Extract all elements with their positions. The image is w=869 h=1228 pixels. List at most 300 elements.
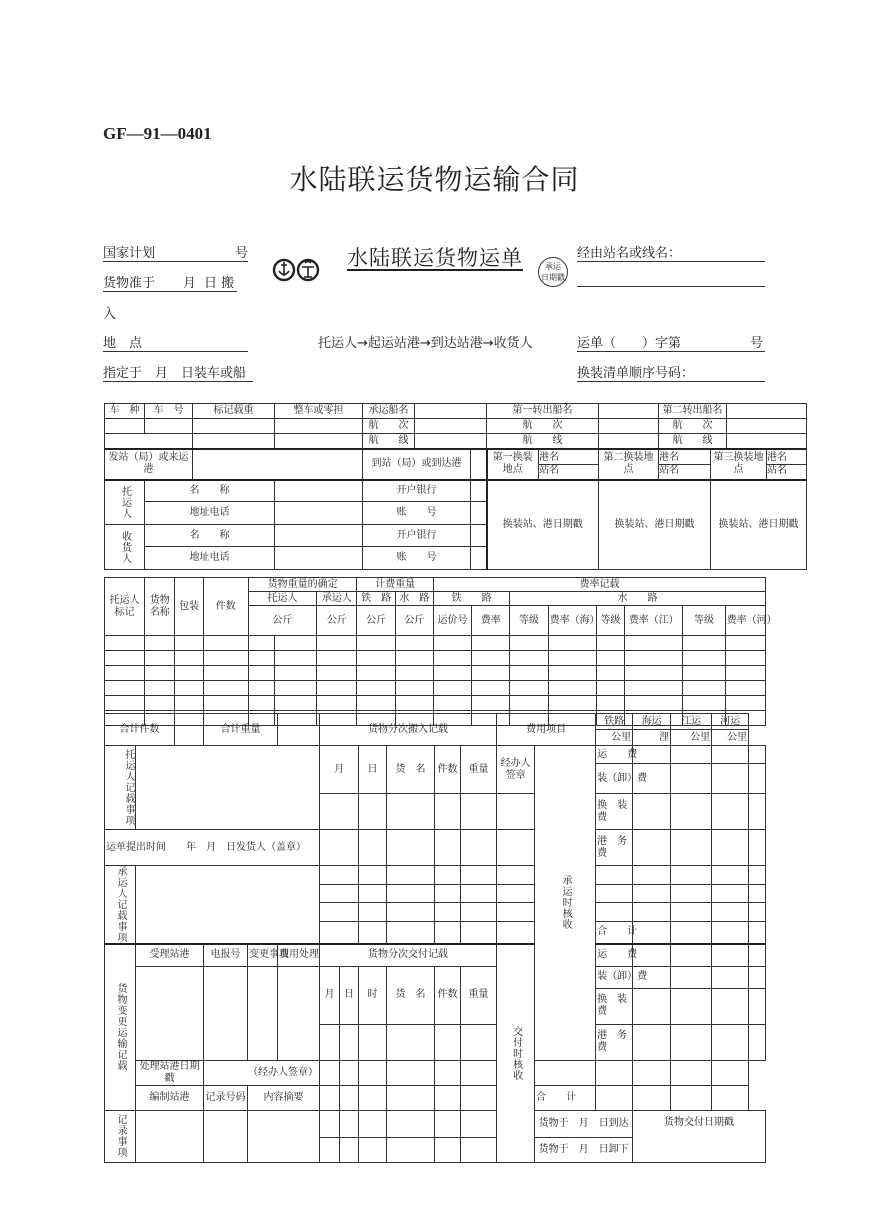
blank-cell[interactable]: [461, 866, 497, 885]
transfer1-label: 第一换装地点: [487, 449, 539, 480]
t2-station: 站名: [659, 464, 679, 476]
shipper-bank-cell[interactable]: [471, 480, 487, 502]
blank-cell[interactable]: [387, 866, 435, 885]
blank-cell[interactable]: [145, 651, 175, 666]
table-row[interactable]: [105, 636, 766, 651]
transfer2-ship-cell[interactable]: [727, 404, 807, 419]
waybill-title: 水陆联运货物运单: [347, 246, 523, 270]
blank-cell[interactable]: [395, 666, 433, 681]
subtotal-label-2: 合 计: [535, 1085, 596, 1110]
blank-cell[interactable]: [175, 666, 203, 681]
record-no-cell[interactable]: [204, 1110, 248, 1162]
km-3: 公里: [712, 730, 749, 746]
blank-cell[interactable]: [359, 1085, 387, 1110]
blank-cell[interactable]: [387, 794, 435, 830]
blank-cell[interactable]: [461, 1110, 497, 1137]
blank-cell[interactable]: [510, 681, 548, 696]
rate-river-header: 费率（江）: [625, 606, 683, 636]
blank-cell[interactable]: [633, 1024, 671, 1060]
table-row[interactable]: [105, 651, 766, 666]
blank-cell[interactable]: [274, 681, 316, 696]
blank-cell[interactable]: [712, 830, 749, 866]
blank-cell[interactable]: [749, 794, 766, 830]
blank-cell[interactable]: [203, 636, 248, 651]
blank-cell[interactable]: [683, 696, 725, 711]
blank-cell[interactable]: [633, 794, 671, 830]
blank-cell[interactable]: [633, 1085, 671, 1110]
blank-cell[interactable]: [145, 681, 175, 696]
blank-cell[interactable]: [596, 903, 633, 922]
blank-cell[interactable]: [433, 651, 471, 666]
blank-cell[interactable]: [671, 884, 712, 903]
blank-cell[interactable]: [497, 794, 535, 830]
blank-cell[interactable]: [175, 696, 203, 711]
blank-cell[interactable]: [749, 830, 766, 866]
route-cell-1[interactable]: [415, 434, 487, 449]
blank-cell[interactable]: [317, 666, 357, 681]
blank-cell[interactable]: [712, 988, 749, 1024]
blank-cell[interactable]: [671, 1024, 712, 1060]
blank-cell[interactable]: [433, 666, 471, 681]
load-handler-header: 经办人签章: [497, 746, 535, 794]
contract-title: 水陆联运货物运输合同: [289, 163, 580, 196]
blank-cell[interactable]: [357, 696, 395, 711]
blank-cell[interactable]: [749, 746, 766, 764]
blank-cell[interactable]: [596, 651, 624, 666]
blank-cell[interactable]: [671, 746, 712, 764]
compile-station-header: 编制站港: [136, 1085, 204, 1110]
voyage-cell-3[interactable]: [727, 419, 807, 434]
blank-cell[interactable]: [320, 903, 359, 922]
blank-cell[interactable]: [725, 651, 765, 666]
consignee-bank-cell[interactable]: [471, 525, 487, 547]
blank-cell[interactable]: [105, 651, 145, 666]
blank-cell[interactable]: [497, 903, 535, 922]
blank-cell[interactable]: [596, 884, 633, 903]
blank-cell[interactable]: [633, 830, 671, 866]
blank-cell[interactable]: [435, 830, 461, 866]
del-time-header: 时: [359, 966, 387, 1024]
blank-cell[interactable]: [340, 1060, 359, 1085]
blank-cell[interactable]: [203, 666, 248, 681]
blank-cell[interactable]: [317, 696, 357, 711]
rate-rail-header: 铁 路: [433, 592, 509, 606]
ship-name-cell[interactable]: [415, 404, 487, 419]
blank-cell[interactable]: [387, 921, 435, 944]
plan-line: [103, 242, 248, 262]
fee-item-header: 费用项目: [497, 714, 596, 746]
blank-cell[interactable]: [387, 1137, 435, 1162]
blank-cell[interactable]: [671, 830, 712, 866]
blank-cell: [105, 434, 193, 449]
consignee-addr-cell[interactable]: [275, 547, 363, 570]
blank-cell[interactable]: [472, 666, 510, 681]
recv-station-cell[interactable]: [136, 966, 204, 1060]
blank-cell[interactable]: [625, 651, 683, 666]
blank-cell[interactable]: [435, 884, 461, 903]
blank-cell[interactable]: [712, 921, 749, 944]
blank-cell[interactable]: [203, 681, 248, 696]
blank-cell[interactable]: [510, 696, 548, 711]
charge-water-header: 水 路: [395, 592, 433, 606]
compile-cell[interactable]: [136, 1110, 204, 1162]
blank-cell[interactable]: [175, 681, 203, 696]
total-weight-cell[interactable]: [278, 714, 320, 746]
t1-port: 港名: [539, 452, 598, 465]
blank-cell[interactable]: [387, 830, 435, 866]
blank-cell[interactable]: [548, 666, 596, 681]
blank-cell[interactable]: [510, 636, 548, 651]
blank-cell[interactable]: [435, 794, 461, 830]
in-label: 入: [103, 307, 117, 322]
blank-cell[interactable]: [145, 666, 175, 681]
blank-cell[interactable]: [749, 764, 766, 794]
blank-cell[interactable]: [435, 921, 461, 944]
blank-cell[interactable]: [387, 1060, 435, 1085]
table-row[interactable]: [105, 681, 766, 696]
blank-cell[interactable]: [712, 1060, 749, 1085]
blank-cell[interactable]: [671, 921, 712, 944]
blank-cell[interactable]: [461, 903, 497, 922]
stamp-line-1: 承运: [545, 262, 561, 271]
rate-water-header: 水 路: [510, 592, 766, 606]
blank-cell[interactable]: [435, 1137, 461, 1162]
approved-line: [103, 272, 237, 292]
blank-cell[interactable]: [596, 866, 633, 885]
blank-cell[interactable]: [395, 681, 433, 696]
blank-cell[interactable]: [203, 651, 248, 666]
blank-cell[interactable]: [472, 696, 510, 711]
blank-cell[interactable]: [633, 1060, 671, 1085]
blank-cell[interactable]: [359, 866, 387, 885]
blank-cell[interactable]: [472, 651, 510, 666]
blank-cell[interactable]: [248, 681, 274, 696]
blank-cell[interactable]: [433, 681, 471, 696]
blank-cell[interactable]: [548, 636, 596, 651]
blank-cell[interactable]: [712, 884, 749, 903]
blank-cell[interactable]: [625, 681, 683, 696]
transfer1-ship-cell[interactable]: [599, 404, 659, 419]
blank-cell[interactable]: [749, 866, 766, 885]
blank-cell[interactable]: [320, 866, 359, 885]
shipper-addr-cell[interactable]: [275, 502, 363, 525]
blank-cell[interactable]: [340, 1110, 359, 1137]
blank-cell[interactable]: [725, 681, 765, 696]
route-label-3: 航 线: [659, 434, 727, 449]
blank-cell[interactable]: [320, 830, 359, 866]
fee-river-header: 江运: [671, 714, 712, 730]
blank-cell[interactable]: [461, 921, 497, 944]
blank-cell[interactable]: [145, 696, 175, 711]
full-less-cell[interactable]: [275, 419, 363, 434]
blank-cell[interactable]: [596, 636, 624, 651]
blank-cell[interactable]: [510, 666, 548, 681]
blank-cell[interactable]: [712, 1085, 749, 1110]
blank-cell[interactable]: [387, 1024, 435, 1060]
blank-cell[interactable]: [633, 866, 671, 885]
rate-header: 费率: [472, 606, 510, 636]
blank-cell[interactable]: [248, 636, 274, 651]
blank-cell[interactable]: [461, 1060, 497, 1085]
blank-cell[interactable]: [472, 681, 510, 696]
blank-cell[interactable]: [359, 903, 387, 922]
handling-label-2: 装（卸）费: [596, 966, 633, 988]
blank-cell[interactable]: [625, 666, 683, 681]
blank-cell[interactable]: [204, 966, 248, 1060]
consignee-name-cell[interactable]: [275, 525, 363, 547]
blank-cell[interactable]: [359, 921, 387, 944]
to-station-cell[interactable]: [471, 449, 487, 480]
blank-cell[interactable]: [461, 794, 497, 830]
blank-cell[interactable]: [725, 636, 765, 651]
shipper-note-area[interactable]: [136, 746, 320, 830]
voyage-cell-1[interactable]: [415, 419, 487, 434]
del-pieces-header: 件数: [435, 966, 461, 1024]
blank-cell[interactable]: [712, 764, 749, 794]
blank-cell[interactable]: [633, 988, 671, 1024]
blank-cell[interactable]: [633, 884, 671, 903]
blank-cell[interactable]: [596, 696, 624, 711]
blank-cell[interactable]: [633, 944, 671, 966]
blank-cell[interactable]: [435, 903, 461, 922]
blank-cell[interactable]: [340, 1137, 359, 1162]
blank-cell[interactable]: [387, 1085, 435, 1110]
place-label: 地 点: [103, 332, 248, 352]
blank-cell[interactable]: [317, 636, 357, 651]
blank-cell[interactable]: [387, 903, 435, 922]
blank-cell[interactable]: [671, 794, 712, 830]
blank-cell[interactable]: [359, 1060, 387, 1085]
blank-cell[interactable]: [548, 651, 596, 666]
blank-cell[interactable]: [248, 651, 274, 666]
blank-cell[interactable]: [435, 1110, 461, 1137]
load-weight-header: 重量: [461, 746, 497, 794]
split-delivery-header: 货物分次交付记载: [320, 944, 497, 966]
blank-cell[interactable]: [725, 696, 765, 711]
blank-cell[interactable]: [320, 1085, 340, 1110]
blank-cell[interactable]: [535, 1060, 596, 1085]
blank-cell[interactable]: [435, 866, 461, 885]
rate-sea-header: 费率（海）: [548, 606, 596, 636]
transfer-fee-label-2: 换 装费: [596, 988, 633, 1024]
blank-cell[interactable]: [320, 1024, 340, 1060]
total-pieces-cell[interactable]: [175, 714, 204, 746]
blank-cell[interactable]: [274, 696, 316, 711]
blank-cell[interactable]: [671, 903, 712, 922]
blank-cell[interactable]: [105, 681, 145, 696]
transfer-stamp-1: 换装站、港日期戳: [487, 480, 599, 570]
blank-cell[interactable]: [472, 636, 510, 651]
car-no-cell[interactable]: [145, 419, 193, 434]
price-no-header: 运价号: [433, 606, 471, 636]
waybill-no-label: 运单（ ）字第: [577, 336, 682, 351]
car-type-header: 车 种: [105, 404, 145, 419]
arrive-label: 货物于 月 日到达: [535, 1110, 633, 1137]
blank-cell[interactable]: [596, 1085, 633, 1110]
blank-cell[interactable]: [387, 884, 435, 903]
blank-cell[interactable]: [357, 651, 395, 666]
blank-cell[interactable]: [203, 696, 248, 711]
mark-load-header: 标记载重: [193, 404, 275, 419]
carrier-note-area[interactable]: [136, 866, 320, 945]
route-cell-2[interactable]: [599, 434, 659, 449]
blank-cell[interactable]: [320, 1110, 340, 1137]
blank-cell[interactable]: [274, 636, 316, 651]
blank-cell[interactable]: [105, 666, 145, 681]
shipper-account-label: 账 号: [363, 502, 471, 525]
blank-cell[interactable]: [359, 1137, 387, 1162]
blank-cell[interactable]: [435, 1060, 461, 1085]
shipper-account-cell[interactable]: [471, 502, 487, 525]
blank-cell[interactable]: [712, 866, 749, 885]
blank-cell[interactable]: [461, 1024, 497, 1060]
blank-cell[interactable]: [596, 1060, 633, 1085]
blank-cell[interactable]: [274, 666, 316, 681]
grade-river-header: 等级: [596, 606, 624, 636]
blank-cell[interactable]: [248, 666, 274, 681]
blank-cell[interactable]: [461, 1137, 497, 1162]
consignee-bank-label: 开户银行: [363, 525, 471, 547]
blank-cell[interactable]: [317, 651, 357, 666]
consignee-addr-label: 地址电话: [145, 547, 275, 570]
car-type-cell[interactable]: [105, 419, 145, 434]
blank-cell[interactable]: [596, 681, 624, 696]
blank-cell[interactable]: [712, 746, 749, 764]
blank-cell[interactable]: [359, 1110, 387, 1137]
blank-cell[interactable]: [359, 1024, 387, 1060]
blank-cell[interactable]: [712, 903, 749, 922]
blank-cell[interactable]: [749, 944, 766, 966]
blank-cell[interactable]: [510, 651, 548, 666]
blank-cell[interactable]: [105, 696, 145, 711]
blank-cell[interactable]: [625, 696, 683, 711]
blank-cell[interactable]: [359, 830, 387, 866]
blank-cell[interactable]: [671, 1085, 712, 1110]
record-no-header: 记录号码: [204, 1085, 248, 1110]
form-code: GF—91—0401: [103, 124, 212, 143]
mark-load-cell[interactable]: [193, 419, 275, 434]
blank-cell[interactable]: [749, 903, 766, 922]
blank-cell[interactable]: [671, 764, 712, 794]
approved-month: 月: [183, 276, 197, 291]
blank-cell[interactable]: [683, 666, 725, 681]
blank-cell[interactable]: [461, 1085, 497, 1110]
blank-cell[interactable]: [671, 944, 712, 966]
blank-cell[interactable]: [749, 884, 766, 903]
blank-cell[interactable]: [320, 1060, 340, 1085]
blank-cell[interactable]: [320, 921, 359, 944]
fee-rail-header: 铁路: [596, 714, 633, 730]
handler-sign-label: （经办人签章）: [204, 1060, 320, 1085]
blank-cell[interactable]: [683, 636, 725, 651]
blank-cell[interactable]: [671, 988, 712, 1024]
grade-he-header: 等级: [683, 606, 725, 636]
blank-cell[interactable]: [683, 681, 725, 696]
blank-cell[interactable]: [633, 921, 671, 944]
blank-cell[interactable]: [357, 681, 395, 696]
delivery-verify-label: 交付时核收: [497, 944, 535, 1162]
blank-cell[interactable]: [320, 794, 359, 830]
blank-cell[interactable]: [278, 966, 320, 1060]
blank-cell[interactable]: [317, 681, 357, 696]
blank-cell[interactable]: [395, 636, 433, 651]
table-row[interactable]: [105, 696, 766, 711]
split-loading-header: 货物分次搬入记载: [320, 714, 497, 746]
blank-cell[interactable]: [145, 636, 175, 651]
blank-cell[interactable]: [712, 944, 749, 966]
blank-cell[interactable]: [725, 666, 765, 681]
blank-cell[interactable]: [248, 966, 278, 1060]
load-month-header: 月: [320, 746, 359, 794]
consignee-account-cell[interactable]: [471, 547, 487, 570]
blank-cell[interactable]: [497, 921, 535, 944]
blank-cell[interactable]: [596, 666, 624, 681]
blank-cell[interactable]: [625, 636, 683, 651]
blank-cell[interactable]: [712, 966, 749, 988]
blank-cell[interactable]: [105, 636, 145, 651]
blank-cell[interactable]: [433, 696, 471, 711]
blank-cell[interactable]: [633, 746, 671, 764]
transfer-stamp-2: 换装站、港日期戳: [599, 480, 711, 570]
blank-cell[interactable]: [497, 884, 535, 903]
blank-cell[interactable]: [548, 696, 596, 711]
blank-cell[interactable]: [461, 884, 497, 903]
blank-cell[interactable]: [749, 1024, 766, 1060]
blank-cell[interactable]: [274, 651, 316, 666]
blank-cell[interactable]: [357, 666, 395, 681]
blank-cell[interactable]: [433, 636, 471, 651]
blank-cell[interactable]: [497, 866, 535, 885]
blank-cell[interactable]: [712, 794, 749, 830]
blank-cell[interactable]: [671, 966, 712, 988]
blank-cell[interactable]: [712, 1024, 749, 1060]
blank-cell[interactable]: [387, 1110, 435, 1137]
record-table: [104, 713, 766, 1163]
blank-cell[interactable]: [683, 651, 725, 666]
summary-cell[interactable]: [248, 1110, 320, 1162]
blank-cell[interactable]: [671, 866, 712, 885]
blank-cell[interactable]: [248, 696, 274, 711]
voyage-cell-2[interactable]: [599, 419, 659, 434]
shipper-name-cell[interactable]: [275, 480, 363, 502]
blank-cell[interactable]: [671, 1060, 712, 1085]
blank-cell[interactable]: [749, 966, 766, 988]
from-station-cell[interactable]: [193, 449, 363, 480]
blank-cell[interactable]: [359, 884, 387, 903]
blank-cell[interactable]: [461, 830, 497, 866]
blank-cell[interactable]: [175, 651, 203, 666]
blank-cell[interactable]: [395, 651, 433, 666]
mark-header: 托运人标记: [105, 578, 145, 636]
blank-cell[interactable]: [395, 696, 433, 711]
route-cell-3[interactable]: [727, 434, 807, 449]
blank-cell[interactable]: [357, 636, 395, 651]
blank-cell[interactable]: [749, 988, 766, 1024]
blank-cell[interactable]: [497, 830, 535, 866]
blank-cell[interactable]: [320, 884, 359, 903]
blank-cell[interactable]: [548, 681, 596, 696]
blank-cell[interactable]: [435, 1085, 461, 1110]
blank-cell[interactable]: [749, 921, 766, 944]
blank-cell[interactable]: [359, 794, 387, 830]
blank-cell[interactable]: [435, 1024, 461, 1060]
blank-cell[interactable]: [340, 1024, 359, 1060]
blank-cell[interactable]: [340, 1085, 359, 1110]
table-row[interactable]: [105, 666, 766, 681]
blank-cell[interactable]: [633, 903, 671, 922]
blank-cell[interactable]: [320, 1137, 340, 1162]
blank-cell[interactable]: [175, 636, 203, 651]
